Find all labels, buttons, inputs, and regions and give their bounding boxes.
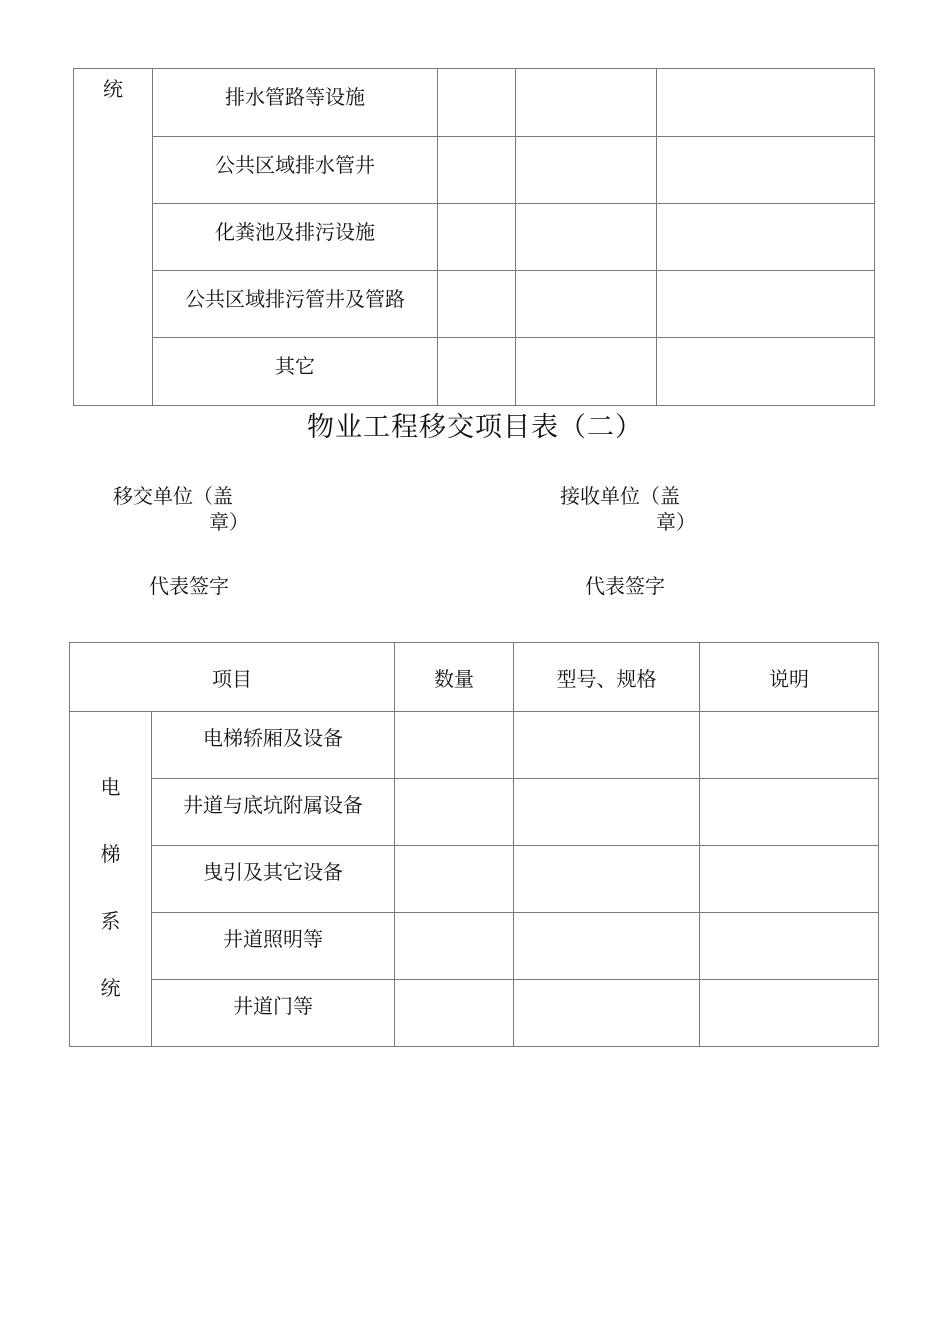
header-note: 说明	[700, 643, 879, 712]
item-cell: 井道与底坑附属设备	[152, 779, 395, 846]
item-cell: 曳引及其它设备	[152, 846, 395, 913]
category-char: 统	[100, 976, 121, 1000]
category-cell	[70, 712, 152, 1047]
model-cell	[514, 913, 700, 980]
note-cell	[657, 338, 875, 406]
quantity-cell	[438, 204, 516, 271]
item-cell: 化粪池及排污设施	[153, 204, 438, 271]
note-cell	[657, 69, 875, 137]
receiving-unit-line2: 章）	[656, 510, 696, 534]
item-cell: 其它	[153, 338, 438, 406]
category-cell: 统	[74, 69, 153, 406]
model-cell	[516, 338, 657, 406]
quantity-cell	[438, 271, 516, 338]
model-cell	[514, 980, 700, 1047]
model-cell	[516, 271, 657, 338]
rep-signature-right: 代表签字	[585, 574, 665, 598]
quantity-cell	[395, 846, 514, 913]
elevator-table	[69, 642, 879, 1047]
model-cell	[516, 204, 657, 271]
header-model: 型号、规格	[514, 643, 700, 712]
note-cell	[657, 204, 875, 271]
drainage-table	[73, 68, 875, 406]
item-cell: 排水管路等设施	[153, 69, 438, 137]
note-cell	[700, 846, 879, 913]
quantity-cell	[438, 338, 516, 406]
model-cell	[516, 137, 657, 204]
category-char: 梯	[100, 842, 121, 866]
quantity-cell	[395, 913, 514, 980]
rep-signature-left: 代表签字	[149, 574, 229, 598]
model-cell	[514, 846, 700, 913]
model-cell	[516, 69, 657, 137]
item-cell: 井道照明等	[152, 913, 395, 980]
note-cell	[700, 779, 879, 846]
note-cell	[657, 271, 875, 338]
item-cell: 井道门等	[152, 980, 395, 1047]
note-cell	[700, 712, 879, 779]
category-char: 电	[100, 775, 121, 799]
quantity-cell	[438, 69, 516, 137]
handover-unit-line2: 章）	[209, 510, 249, 534]
model-cell	[514, 712, 700, 779]
handover-unit-line1: 移交单位（盖	[113, 484, 233, 508]
page-title: 物业工程移交项目表（二）	[307, 412, 643, 443]
model-cell	[514, 779, 700, 846]
note-cell	[700, 980, 879, 1047]
quantity-cell	[395, 712, 514, 779]
note-cell	[700, 913, 879, 980]
item-cell: 公共区域排污管井及管路	[153, 271, 438, 338]
quantity-cell	[395, 779, 514, 846]
item-cell: 电梯轿厢及设备	[152, 712, 395, 779]
receiving-unit-line1: 接收单位（盖	[560, 484, 680, 508]
header-item: 项目	[70, 643, 395, 712]
receiving-unit-label	[560, 483, 696, 535]
item-cell: 公共区域排水管井	[153, 137, 438, 204]
category-char: 系	[100, 909, 121, 933]
note-cell	[657, 137, 875, 204]
quantity-cell	[395, 980, 514, 1047]
quantity-cell	[438, 137, 516, 204]
handover-unit-label	[113, 483, 249, 535]
header-quantity: 数量	[395, 643, 514, 712]
